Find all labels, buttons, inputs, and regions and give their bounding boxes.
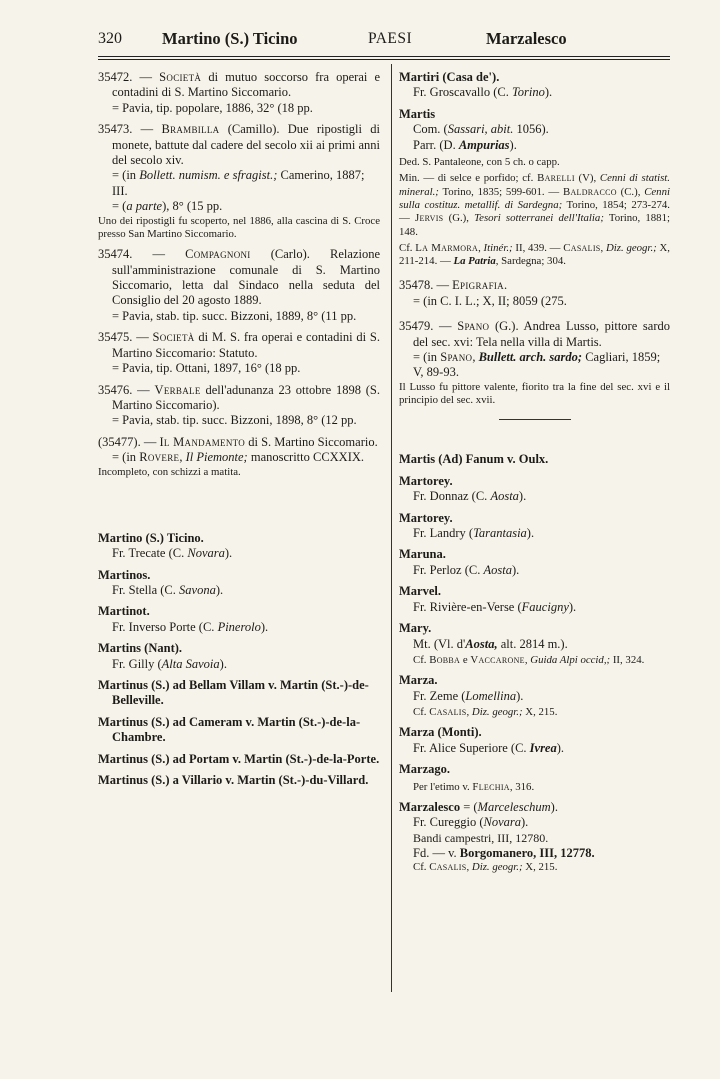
header-rule — [98, 56, 670, 57]
ref-villario: Martinus (S.) a Villario v. Martin (St.-)-du-Villard. — [98, 773, 369, 788]
entry-35473: 35473. — Brambilla (Camillo). Due ripostigli di monete, battute dal cadere del secolo xii ai primi anni del secolo xiv. — [98, 122, 381, 168]
place-mary: Mary. Mt. (Vl. d'Aosta, alt. 2814 m.). Cf. Bobba e Vaccarone, Guida Alpi occid,; II, 324. — [399, 621, 645, 666]
running-header — [98, 28, 670, 54]
place-maruna: Maruna. Fr. Perloz (C. Aosta). — [399, 547, 520, 577]
place-marza: Marza. Fr. Zeme (Lomellina). Cf. Casalis, Diz. geogr.; X, 215. — [399, 673, 558, 719]
entry-35477-note: Incompleto, con schizzi a matita. — [98, 465, 241, 478]
place-martorey-1: Martorey. Fr. Donnaz (C. Aosta). — [399, 473, 527, 504]
place-martiri: Martiri (Casa de'). Fr. Groscavallo (C. Torino). — [399, 70, 553, 100]
entry-35477: (35477). — Il Mandamento di S. Martino Siccomario. — [98, 434, 378, 449]
entry-35475-pub: = Pavia, tip. Ottani, 1897, 16° (18 pp. — [112, 361, 301, 376]
entry-35473-note: Uno dei ripostigli fu scoperto, nel 1886, alla cascina di S. Croce presso San Martino Siccomario. — [98, 214, 380, 240]
ref-portam: Martinus (S.) ad Portam v. Martin (St.-)-de-la-Porte. — [98, 751, 380, 766]
column-divider — [391, 64, 392, 992]
header-section: PAESI — [368, 30, 413, 47]
place-marza-monti: Marza (Monti). Fr. Alice Superiore (C. Ivrea). — [399, 725, 565, 755]
place-martins-nant: Martins (Nant). Fr. Gilly (Alta Savoia). — [98, 641, 227, 671]
entry-35478: 35478. — Epigrafia. — [399, 278, 508, 293]
entry-35479-note: Il Lusso fu pittore valente, fiorito tra la fine del sec. xvi e il principio del sec. xvii. — [399, 380, 670, 407]
entry-35476: 35476. — Verbale dell'adunanza 23 ottobre 1898 (S. Martino Siccomario). — [98, 382, 381, 412]
left-column — [98, 70, 380, 789]
right-column — [399, 70, 670, 875]
place-marvel: Marvel. Fr. Rivière-en-Verse (Faucigny). — [399, 584, 577, 614]
place-martis: Martis Com. (Sassari, abit. 1056). Parr. (D. Ampurias). Ded. S. Pantaleone, con 5 ch. o capp. Min. — di selce e porfido; cf. Barelli (V), Cenni di statist. mineral.; Torino, 1835; 599-601. — Baldracco (C.), Cenni sulla costituz. metallif. di Sardegna; Torino, 1854; 273-274. — Jervis (G.), Tesori sotterranei dell'Italia; Torino, 1881; 148. Cf. La Marmora, Itinér.; II, 439. — Casalis, Diz. geogr.; X, 211-214. — La Patria, Sardegna; 304. — [399, 106, 670, 268]
ref-bellam-villam: Martinus (S.) ad Bellam Villam v. Martin (St.-)-de-Belleville. — [98, 678, 369, 708]
header-left-title: Martino (S.) Ticino — [162, 29, 298, 48]
place-martorey-2: Martorey. Fr. Landry (Tarantasia). — [399, 510, 535, 541]
entry-35479: 35479. — Spano (G.). Andrea Lusso, pittore sardo del sec. xvi: Tela nella villa di Martis. — [399, 319, 670, 349]
entry-35479-pub: = (in Spano, Bullett. arch. sardo; Cagliari, 1859; V, 89-93. — [413, 350, 661, 380]
entry-35472: 35472. — Società di mutuo soccorso fra operai e contadini di S. Martino Siccomario. — [98, 70, 381, 100]
place-marzago: Marzago. Per l'etimo v. Flechia, 316. — [399, 762, 535, 793]
page-number: 320 — [98, 30, 122, 47]
place-marzalesco: Marzalesco = (Marceleschum). Fr. Cureggio (Novara). Bandi campestri, III, 12780. Fd. — v. Borgomanero, III, 12778. Cf. Casalis, Diz. geogr.; X, 215. — [399, 799, 595, 874]
place-martinos: Martinos. Fr. Stella (C. Savona). — [98, 567, 224, 598]
entry-35475: 35475. — Società di M. S. fra operai e contadini di S. Martino Siccomario: Statuto. — [98, 330, 380, 360]
header-right-title: Marzalesco — [486, 29, 567, 48]
entry-35472-pub: = Pavia, tip. popolare, 1886, 32° (18 pp. — [112, 100, 313, 115]
entry-35473-pub2: = (a parte), 8° (15 pp. — [112, 199, 223, 214]
ref-martis-ad-fanum: Martis (Ad) Fanum v. Oulx. — [399, 452, 549, 467]
place-martinot: Martinot. Fr. Inverso Porte (C. Pinerolo). — [98, 604, 269, 634]
entry-35473-pub: = (in Bollett. numism. e sfragist.; Camerino, 1887; III. — [112, 168, 365, 198]
place-martino-ticino: Martino (S.) Ticino. Fr. Trecate (C. Novara). — [98, 530, 233, 561]
entry-35474-pub: = Pavia, stab. tip. succ. Bizzoni, 1889, 8° (11 pp. — [112, 308, 357, 323]
entry-35478-pub: = (in C. I. L.; X, II; 8059 (275. — [413, 293, 567, 308]
entry-35477-pub: = (in Rovere, Il Piemonte; manoscritto CCXXIX. — [112, 450, 365, 465]
entry-35474: 35474. — Compagnoni (Carlo). Relazione sull'amministrazione comunale di S. Martino Siccomario, letta dal Sindaco nella seduta del Consiglio del 20 agosto 1889. — [98, 247, 381, 308]
entry-35476-pub: = Pavia, stab. tip. succ. Bizzoni, 1898, 8° (12 pp. — [112, 413, 357, 428]
ref-cameram: Martinus (S.) ad Cameram v. Martin (St.-)-de-la-Chambre. — [98, 714, 361, 745]
header-rule-thin — [98, 59, 670, 60]
